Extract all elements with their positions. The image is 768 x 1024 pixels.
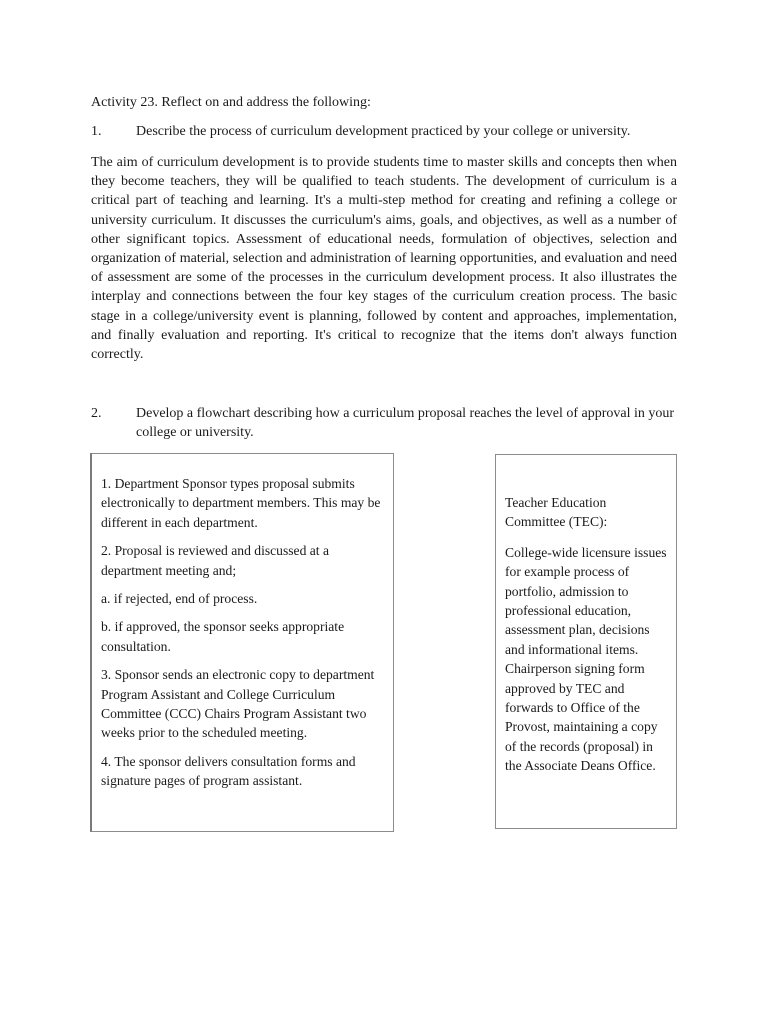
flowchart-step: 1. Department Sponsor types proposal submits electronically to department members. This may be different in each department.	[101, 476, 381, 530]
activity-heading: Activity 23. Reflect on and address the following:	[91, 95, 371, 110]
question-1	[91, 122, 630, 141]
tec-body: College-wide licensure issues for example process of portfolio, admission to professional education, assessment plan, decisions and informational items. Chairperson signing form approved by TEC and forwards to Office of the Provost, maintaining a copy of the records (proposal) in the Associate Deans Office.	[505, 544, 667, 774]
tec-title: Teacher Education Committee (TEC):	[505, 495, 608, 530]
answer-1-paragraph: The aim of curriculum development is to provide students time to master skills and concepts then when they become teachers, they will be qualified to teach students. The development of curriculum is a critical part of teaching and learning. It's a multi-step method for creating and refining a college or university curriculum. It discusses the curriculum's aims, goals, and objectives, as well as a number of other significant topics. Assessment of educational needs, formulation of objectives, selection and organization of material, selection and administration of learning opportunities, and evaluation and need of assessment are some of the processes in the curriculum development process. It also illustrates the interplay and connections between the four key stages of the curriculum creation process. The basic stage in a college/university event is planning, followed by content and approaches, implementation, and finally evaluation and reporting. It's critical to recognize that the items don't always function correctly.	[91, 155, 677, 363]
flowchart-right-box	[495, 454, 677, 829]
flowchart-left-box	[90, 453, 394, 832]
flowchart-step: a. if rejected, end of process.	[101, 591, 258, 607]
question-1-number: 1.	[91, 124, 102, 139]
flowchart-step: 3. Sponsor sends an electronic copy to department Program Assistant and College Curriculum Committee (CCC) Chairs Program Assistant two weeks prior to the scheduled meeting.	[101, 667, 375, 741]
question-2	[91, 404, 691, 442]
question-2-number: 2.	[91, 406, 102, 421]
flowchart-step: b. if approved, the sponsor seeks appropriate consultation.	[101, 619, 345, 654]
flowchart-step: 4. The sponsor delivers consultation forms and signature pages of program assistant.	[101, 753, 356, 789]
flowchart-step: 2. Proposal is reviewed and discussed at a department meeting and;	[101, 543, 330, 578]
question-1-text: Describe the process of curriculum development practiced by your college or university.	[136, 124, 631, 139]
question-2-text: Develop a flowchart describing how a curriculum proposal reaches the level of approval in your college or university.	[136, 406, 675, 441]
